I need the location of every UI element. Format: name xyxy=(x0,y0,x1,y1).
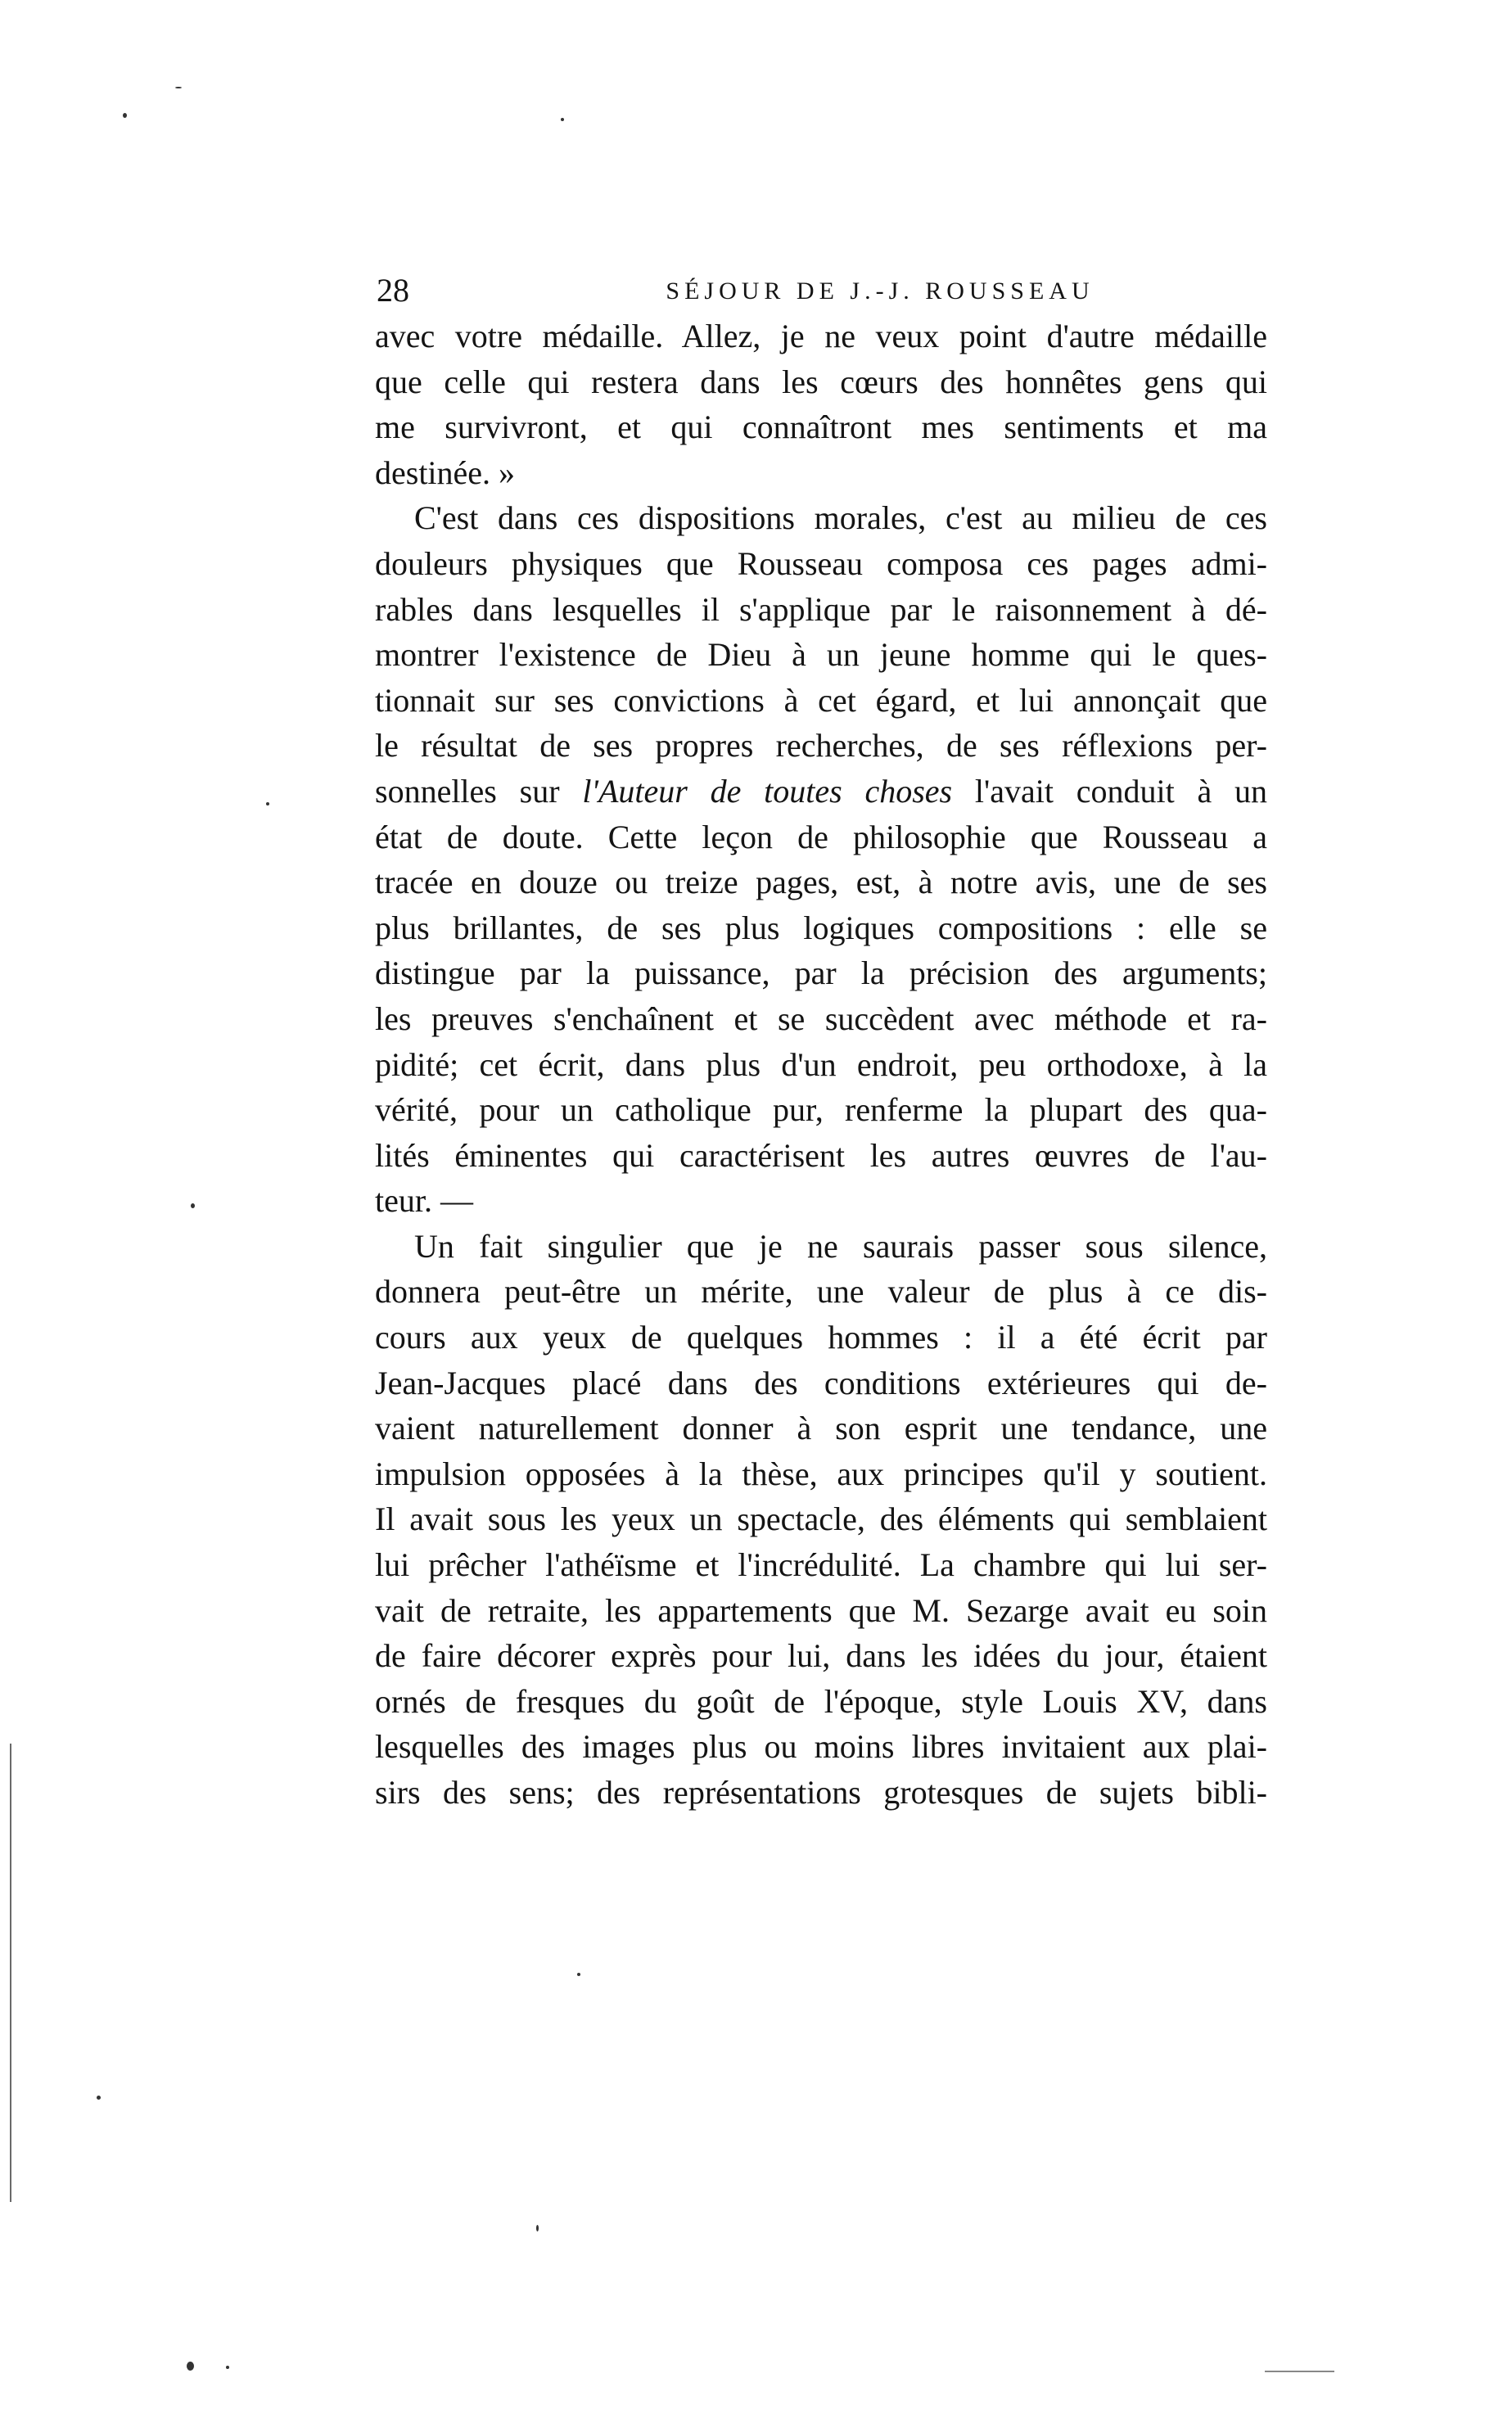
body-text xyxy=(375,314,1267,1816)
text-line: état de doute. Cette leçon de philosophie que Rousseau a xyxy=(375,818,1267,855)
text-line: Il avait sous les yeux un spectacle, des éléments qui semblaient xyxy=(375,1500,1267,1538)
scan-dash-mark xyxy=(1265,2371,1334,2372)
paragraph-first-line: C'est dans ces dispositions morales, c'est au milieu de ces xyxy=(414,499,1267,537)
scan-edge-line xyxy=(10,1744,11,2202)
text-line: avec votre médaille. Allez, je ne veux point d'autre médaille xyxy=(375,318,1267,354)
text-line: le résultat de ses propres recherches, de ses réflexions per- xyxy=(375,727,1267,765)
scan-speck xyxy=(97,2096,101,2100)
scan-speck xyxy=(266,802,269,805)
text-line: impulsion opposées à la thèse, aux principes qu'il y soutient. xyxy=(375,1455,1267,1492)
text-line: douleurs physiques que Rousseau composa ces pages admi- xyxy=(375,544,1267,582)
text-segment: l'avait conduit à un xyxy=(952,772,1267,810)
text-line: cours aux yeux de quelques hommes : il a été écrit par xyxy=(375,1319,1267,1356)
text-line: lités éminentes qui caractérisent les autres œuvres de l'au- xyxy=(375,1136,1267,1174)
text-line-with-italic xyxy=(375,769,1267,814)
page-number: 28 xyxy=(377,272,409,309)
text-line: teur. — xyxy=(375,1182,473,1220)
text-line: lesquelles des images plus ou moins libres invitaient aux plai- xyxy=(375,1728,1267,1766)
text-segment: sonnelles sur xyxy=(375,772,583,810)
text-line: vérité, pour un catholique pur, renferme la plupart des qua- xyxy=(375,1091,1267,1129)
text-line: tracée en douze ou treize pages, est, à notre avis, une de ses xyxy=(375,864,1267,901)
text-line: que celle qui restera dans les cœurs des honnêtes gens qui xyxy=(375,363,1267,400)
scan-speck xyxy=(175,87,182,88)
text-line: me survivront, et qui connaîtront mes sentiments et ma xyxy=(375,408,1267,446)
text-line: les preuves s'enchaînent et se succèdent avec méthode et ra- xyxy=(375,999,1267,1037)
running-head: SÉJOUR DE J.-J. ROUSSEAU xyxy=(666,277,1095,305)
text-line: ornés de fresques du goût de l'époque, style Louis XV, dans xyxy=(375,1682,1267,1720)
text-line: de faire décorer exprès pour lui, dans les idées du jour, étaient xyxy=(375,1637,1267,1675)
scan-speck xyxy=(561,118,564,121)
text-line: donnera peut-être un mérite, une valeur de plus à ce dis- xyxy=(375,1273,1267,1311)
scan-speck xyxy=(577,1973,580,1976)
paragraph-first-line: Un fait singulier que je ne saurais passer sous silence, xyxy=(414,1227,1267,1265)
scan-speck xyxy=(187,2362,194,2371)
text-line: Jean-Jacques placé dans des conditions extérieures qui de- xyxy=(375,1364,1267,1401)
text-line: destinée. » xyxy=(375,453,516,491)
text-line: tionnait sur ses convictions à cet égard, et lui annonçait que xyxy=(375,681,1267,719)
scan-speck xyxy=(191,1203,195,1208)
text-line: distingue par la puissance, par la précision des arguments; xyxy=(375,954,1267,992)
text-line: lui prêcher l'athéïsme et l'incrédulité. La chambre qui lui ser- xyxy=(375,1546,1267,1584)
page-header xyxy=(377,270,1261,311)
text-line: plus brillantes, de ses plus logiques compositions : elle se xyxy=(375,909,1267,946)
scan-speck xyxy=(536,2225,539,2231)
text-line: vaient naturellement donner à son esprit une tendance, une xyxy=(375,1410,1267,1447)
italic-phrase: l'Auteur de toutes choses xyxy=(582,772,953,810)
text-line: vait de retraite, les appartements que M. Sezarge avait eu soin xyxy=(375,1591,1267,1629)
text-line: rables dans lesquelles il s'applique par le raisonnement à dé- xyxy=(375,590,1267,628)
scan-speck xyxy=(123,113,127,118)
text-line: sirs des sens; des représentations grotesques de sujets bibli- xyxy=(375,1774,1267,1811)
text-line: montrer l'existence de Dieu à un jeune homme qui le ques- xyxy=(375,636,1267,674)
text-line: pidité; cet écrit, dans plus d'un endroit, peu orthodoxe, à la xyxy=(375,1045,1267,1083)
scan-speck xyxy=(226,2366,229,2369)
